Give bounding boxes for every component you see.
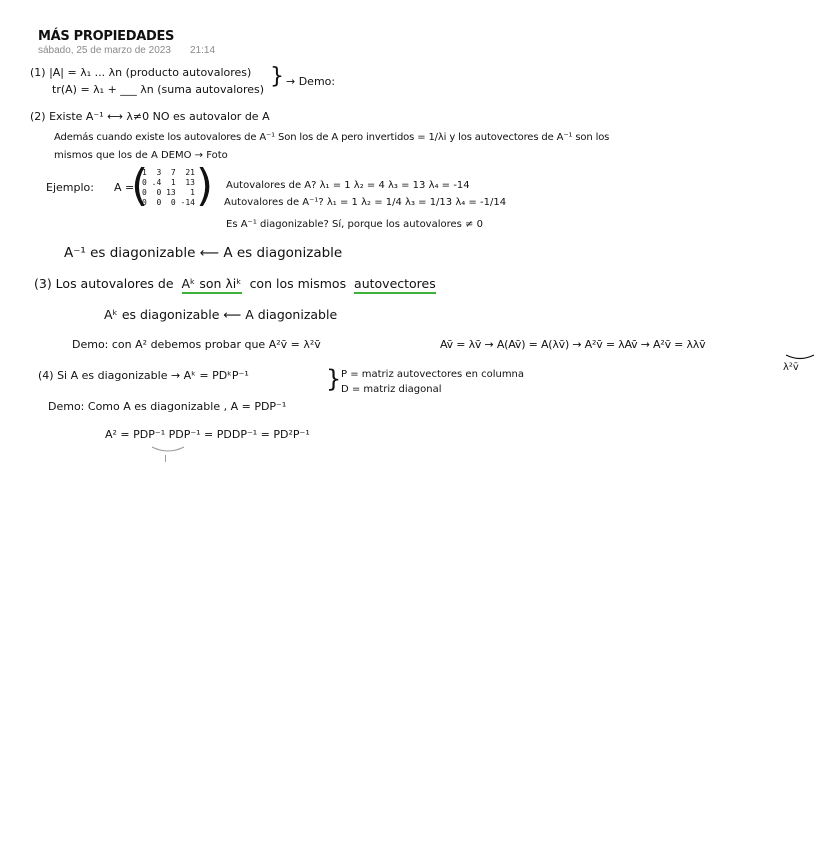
eigenvalues-a: Autovalores de A? λ₁ = 1 λ₂ = 4 λ₃ = 13 λ₄ = -14 [226,180,470,191]
note-time: 21:14 [190,45,216,56]
matrix-row: 0 0 0 -14 [142,198,195,207]
example-label: Ejemplo: [46,181,94,194]
identity-label: I [164,454,167,465]
inverse-diagonalizable: Es A⁻¹ diagonizable? Sí, porque los autovalores ≠ 0 [226,219,483,230]
matrix-a [142,168,195,208]
prop3-line1 [34,276,436,291]
matrix-right-paren: ) [196,160,214,211]
prop2-line1: Además cuando existe los autovalores de A⁻¹ Son los de A pero invertidos = 1/λi y los autovectores de A⁻¹ son los [54,132,610,143]
prop3-line2: Aᵏ es diagonizable ⟵ A diagonizable [104,307,338,322]
underbrace [786,355,814,359]
prop3-demo1: Demo: con A² debemos probar que A²v̄ = λ²v̄ [72,338,321,351]
prop3-mid: con los mismos [249,276,347,291]
eigenvalues-a-inverse: Autovalores de A⁻¹? λ₁ = 1 λ₂ = 1/4 λ₃ = 1/13 λ₄ = -1/14 [224,197,507,208]
prop2-header: (2) Existe A⁻¹ ⟷ λ≠0 NO es autovalor de A [30,110,270,123]
page-title: MÁS PROPIEDADES [38,29,175,44]
prop3-demo-under: λ²v̄ [783,362,799,373]
prop1-line2: tr(A) = λ₁ + ___ λn (suma autovalores) [52,83,265,96]
prop3-underlined-eigenvalues: Aᵏ son λiᵏ [182,276,242,294]
prop4-d-def: D = matriz diagonal [341,384,442,395]
prop1-line1: (1) |A| = λ₁ ... λn (producto autovalores) [30,66,252,79]
prop4-brace: } [326,365,342,393]
prop3-demo2: Av̄ = λv̄ → A(Av̄) = A(λv̄) → A²v̄ = λAv̄ → A²v̄ = λλv̄ [440,338,706,351]
matrix-row: 0 0 13 1 [142,188,195,197]
prop2-conclusion: A⁻¹ es diagonizable ⟵ A es diagonizable [64,245,343,261]
prop2-line2: mismos que los de A DEMO → Foto [54,150,228,161]
note-date: sábado, 25 de marzo de 2023 [38,45,171,56]
prop4-p-def: P = matriz autovectores en columna [341,369,525,380]
prop1-demo: → Demo: [286,75,336,88]
prop4-demo: Demo: Como A es diagonizable , A = PDP⁻¹ [48,400,287,413]
matrix-left-paren: ( [131,160,149,211]
matrix-row: 1 3 7 21 [142,168,195,177]
prop3-pre: (3) Los autovalores de [34,276,174,291]
prop4-header: (4) Si A es diagonizable → Aᵏ = PDᵏP⁻¹ [38,369,249,382]
prop1-brace: } [270,64,284,89]
matrix-row: 0 .4 1 13 [142,178,195,187]
prop4-eq: A² = PDP⁻¹ PDP⁻¹ = PDDP⁻¹ = PD²P⁻¹ [105,428,310,441]
matrix-a-label: A = [114,181,135,194]
identity-underbrace [152,447,184,451]
prop3-underlined-eigenvectors: autovectores [354,276,436,294]
